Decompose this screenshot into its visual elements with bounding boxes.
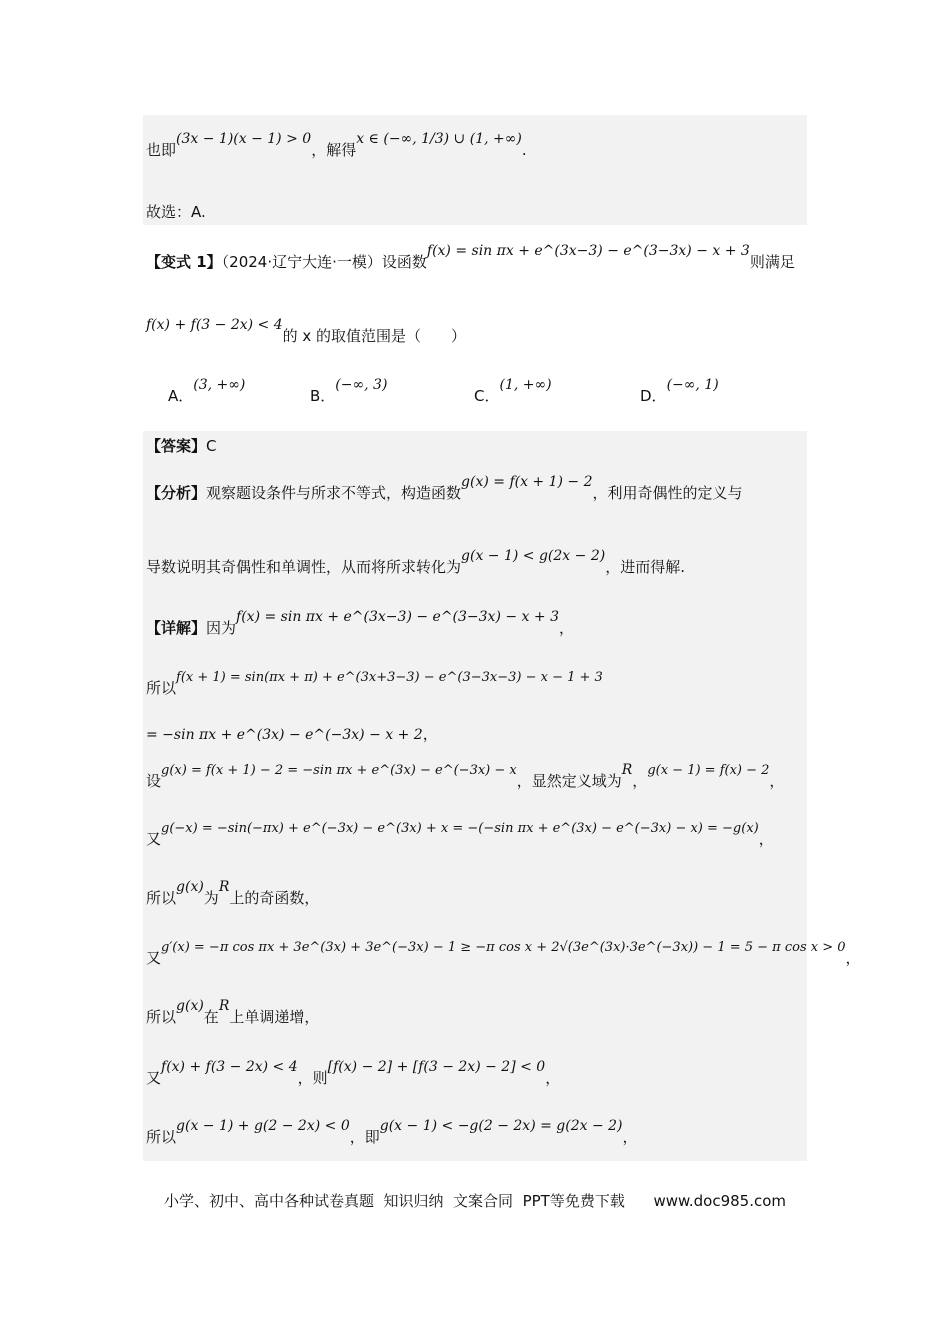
solution-choice: 故选：A. [146,203,206,221]
detail-line-10: 所以g(x − 1) + g(2 − 2x) < 0，即g(x − 1) < −g(2 − 2x) = g(2x − 2)， [146,1118,638,1146]
question-line-1: 【变式 1】（2024·辽宁大连·一模）设函数f(x) = sin πx + e^(3x−3) − e^(3−3x) − x + 3则满足 [146,243,795,271]
footer-url[interactable]: www.doc985.com [653,1192,787,1210]
analysis-line-1: 【分析】观察题设条件与所求不等式，构造函数g(x) = f(x + 1) − 2，利用奇偶性的定义与 [146,474,743,502]
option-b[interactable]: B．(−∞, 3) [310,377,388,405]
detail-line-6: 所以g(x)为R上的奇函数， [146,879,320,907]
solution-line-1: 也即(3x − 1)(x − 1) > 0，解得x ∈ (−∞, 1/3) ∪ (1, +∞). [146,131,527,159]
option-c[interactable]: C．(1, +∞) [474,377,552,405]
option-d[interactable]: D．(−∞, 1) [640,377,719,405]
detail-line-4: 设g(x) = f(x + 1) − 2 = −sin πx + e^(3x) − e^(−3x) − x，显然定义域为R，g(x − 1) = f(x) − 2， [146,762,785,790]
answer-line: 【答案】C [146,437,217,455]
analysis-line-2: 导数说明其奇偶性和单调性，从而将所求转化为g(x − 1) < g(2x − 2)，进而得解. [146,548,685,576]
detail-line-2: 所以f(x + 1) = sin(πx + π) + e^(3x+3−3) − e^(3−3x−3) − x − 1 + 3 [146,670,603,697]
detail-line-1: 【详解】因为f(x) = sin πx + e^(3x−3) − e^(3−3x) − x + 3， [146,609,574,637]
answer-box [143,431,807,1161]
detail-line-9: 又f(x) + f(3 − 2x) < 4，则[f(x) − 2] + [f(3 − 2x) − 2] < 0， [146,1059,561,1087]
detail-line-5: 又g(−x) = −sin(−πx) + e^(−3x) − e^(3x) + x = −(−sin πx + e^(3x) − e^(−3x) − x) = −g(x)， [146,821,774,848]
footer-text: 小学、初中、高中各种试卷真题 知识归纳 文案合同 PPT等免费下载 [163,1192,625,1210]
detail-line-3: = −sin πx + e^(3x) − e^(−3x) − x + 2， [146,725,438,743]
option-a[interactable]: A．(3, +∞) [168,377,246,405]
detail-line-8: 所以g(x)在R上单调递增， [146,998,320,1026]
page-footer [0,1190,950,1211]
detail-line-7: 又g′(x) = −π cos πx + 3e^(3x) + 3e^(−3x) − 1 ≥ −π cos x + 2√(3e^(3x)·3e^(−3x)) − 1 = 5 − π cos x > 0， [146,940,861,967]
question-line-2: f(x) + f(3 − 2x) < 4的 x 的取值范围是（ ） [146,317,467,345]
